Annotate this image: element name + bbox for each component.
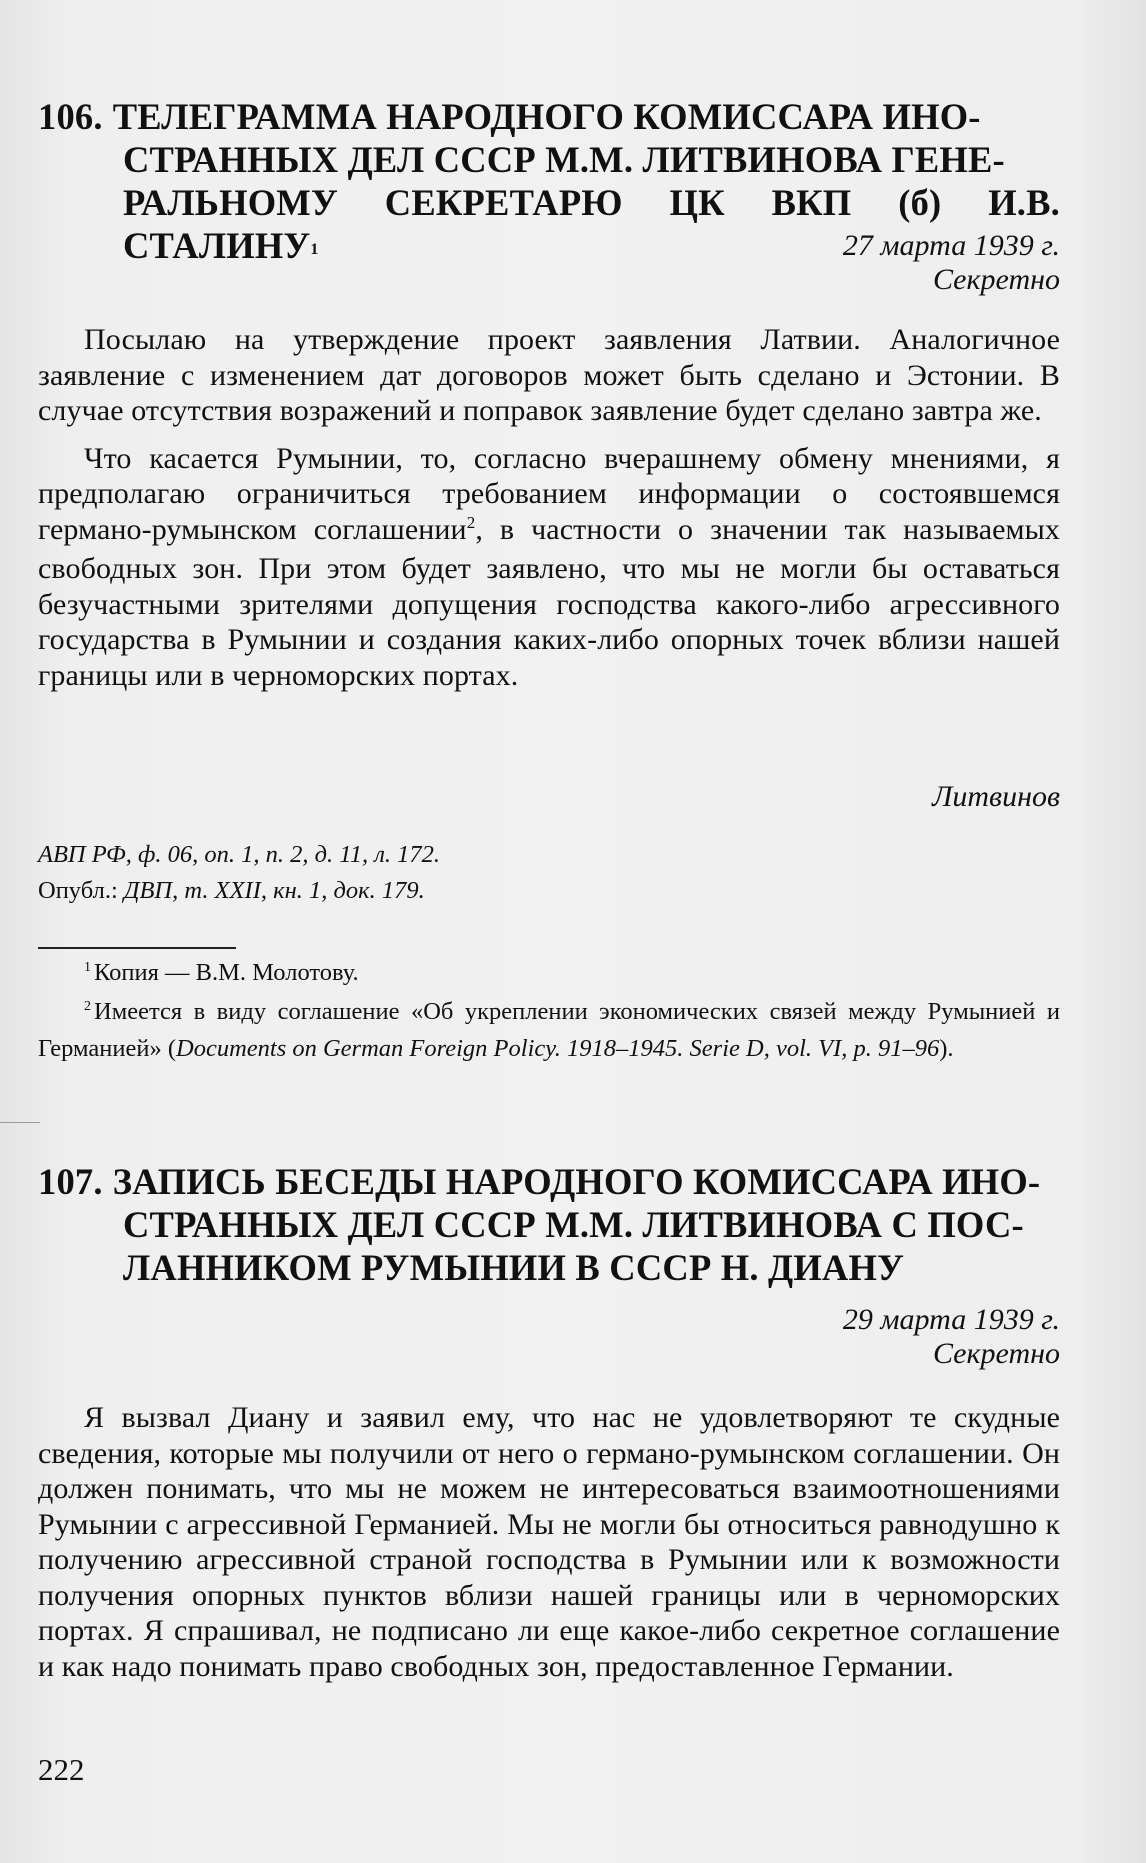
doc106-title-footnote-marker: 1 [310, 241, 319, 258]
doc107-section [38, 1160, 1060, 1289]
doc106-footnotes [38, 956, 1060, 1065]
footnote-divider-wrap [38, 947, 1060, 949]
doc106-signature: Литвинов [932, 780, 1060, 813]
doc106-published-label: Опубл.: [38, 877, 118, 904]
doc106-title-line1: ТЕЛЕГРАММА НАРОДНОГО КОМИССАРА ИНО- [112, 96, 981, 137]
doc106-body [38, 322, 1060, 693]
doc106-paragraph-2-start: Что касается Румынии, то, согласно вчерашнему обмену мнениями, я предполагаю ограничиться требованием информации о состоявшемся германо-румынском соглашении [38, 441, 1060, 546]
footnote-2 [38, 995, 1060, 1065]
doc106-paragraph-1: Посылаю на утверждение проект заявления Латвии. Аналогичное заявление с изменением дат договоров может быть сделано и Эстонии. В случае отсутствия возражений и поправок заявление будет сделано завтра же. [38, 323, 1060, 427]
doc106-title-line3: РАЛЬНОМУ СЕКРЕТАРЮ ЦК ВКП (б) И.В. СТАЛИНУ [123, 182, 1060, 266]
doc107-title-line3: ЛАННИКОМ РУМЫНИИ В СССР Н. ДИАНУ [123, 1247, 905, 1288]
doc106-archive-reference [38, 838, 1060, 872]
doc106-published-reference [38, 874, 1060, 908]
doc106-paragraph-2-footnote-marker: 2 [466, 512, 476, 532]
footnote-1-marker: 1 [84, 960, 91, 975]
doc107-title-line1: ЗАПИСЬ БЕСЕДЫ НАРОДНОГО КОМИССАРА ИНО- [112, 1161, 1041, 1202]
doc107-title [38, 1160, 1060, 1289]
scan-edge-mark [0, 1122, 40, 1123]
footnote-2-text-italic: Documents on German Foreign Policy. 1918–1945. Serie D, vol. VI, p. 91–96 [176, 1035, 940, 1062]
doc107-title-line2: СТРАННЫХ ДЕЛ СССР М.М. ЛИТВИНОВА С ПОС- [123, 1204, 1024, 1245]
doc106-number: 106. [38, 96, 103, 137]
footnote-1-text: Копия — В.М. Молотову. [94, 959, 359, 986]
doc107-body [38, 1400, 1060, 1684]
doc107-paragraph-1: Я вызвал Диану и заявил ему, что нас не удовлетворяют те скудные сведения, которые мы получили от него о германо-румынском соглашении. Он должен понимать, что мы не можем не интересоваться взаимоотношениями Румынии с агрессивной Германией. Мы не могли бы относиться равнодушно к получению агрессивной страной господства в Румынии или к возможности получения опорных пунктов вблизи нашей границы или в черноморских портах. Я спрашивал, не подписано ли еще какое-либо секретное соглашение и как надо понимать право свободных зон, предоставленное Германии. [38, 1401, 1060, 1683]
doc106-title-line1-row [38, 96, 981, 137]
doc107-number: 107. [38, 1161, 103, 1202]
footnote-2-text-start: Имеется в виду соглашение «Об укреплении экономических связей между Румынией и Германией» ( [38, 998, 1060, 1062]
doc106-paragraph-2 [38, 441, 1060, 694]
doc106-archive-ref-text: АВП РФ, ф. 06, оп. 1, п. 2, д. 11, л. 172. [38, 841, 441, 868]
doc107-classification: Секретно [932, 1337, 1060, 1370]
doc106-classification: Секретно [932, 263, 1060, 296]
doc106-paragraph-2-end: , в частности о значении так называемых свободных зон. При этом будет заявлено, что мы не могли бы оставаться безучастными зрителями допущения господства какого-либо агрессивного государства в Румынии и создания каких-либо опорных точек вблизи нашей границы или в черноморских портах. [38, 512, 1060, 692]
footnote-1 [38, 956, 1060, 993]
doc106-title-line2: СТРАННЫХ ДЕЛ СССР М.М. ЛИТВИНОВА ГЕНЕ- [123, 139, 1005, 180]
doc107-date: 29 марта 1939 г. [842, 1303, 1060, 1336]
footnote-2-marker: 2 [84, 999, 91, 1014]
doc107-title-line1-row [38, 1161, 1040, 1202]
page-number: 222 [38, 1752, 85, 1787]
footnote-2-text-end: ). [939, 1035, 954, 1062]
doc106-date: 27 марта 1939 г. [842, 229, 1060, 262]
doc106-published-ref-text: ДВП, т. XXII, кн. 1, док. 179. [123, 877, 425, 904]
footnote-divider [38, 947, 236, 949]
